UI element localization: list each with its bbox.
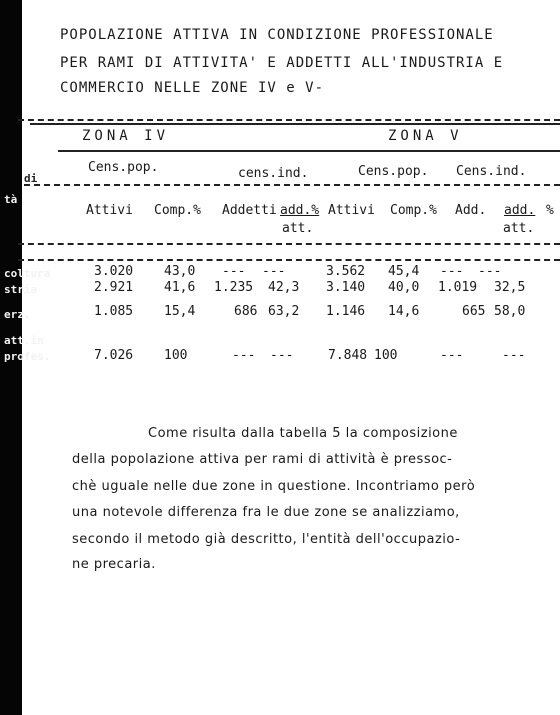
cell: 3.140	[326, 280, 366, 295]
cell: 100	[164, 348, 188, 363]
v-cens-pop-label: Cens.pop.	[358, 164, 429, 179]
cell: 2.921	[94, 280, 134, 295]
cell: 1.019	[438, 280, 478, 295]
paragraph-line-3: chè uguale nelle due zone in questione. Incontriamo però	[72, 479, 476, 494]
cell: 3.020	[94, 264, 134, 279]
cell: 32,5	[494, 280, 526, 295]
col-iv-att: att.	[282, 221, 314, 236]
cell: 1.146	[326, 304, 366, 319]
cell: ---	[440, 348, 464, 363]
zone-v-header: ZONA V	[388, 128, 463, 144]
cell: ---	[478, 264, 502, 279]
group-rule	[24, 184, 560, 186]
iv-cens-pop-label: Cens.pop.	[88, 160, 159, 175]
cell: 43,0	[164, 264, 196, 279]
col-v-att: att.	[503, 221, 535, 236]
cell: 1.085	[94, 304, 134, 319]
cell: 686	[234, 304, 258, 319]
paragraph-line-4: una notevole differenza fra le due zone se analizziamo,	[72, 505, 460, 520]
col-v-comp: Comp.%	[390, 203, 437, 218]
paragraph-line-2: della popolazione attiva per rami di attività è pressoc-	[72, 452, 453, 467]
col-v-add: add.	[504, 203, 536, 218]
cell: ---	[262, 264, 286, 279]
cell: ---	[232, 348, 256, 363]
col-iv-addetti: Addetti	[222, 203, 277, 218]
title-line-1: POPOLAZIONE ATTIVA IN CONDIZIONE PROFESSIONALE	[60, 27, 494, 43]
col-v-attivi: Attivi	[328, 203, 375, 218]
cell: 41,6	[164, 280, 196, 295]
header-bottom-rule-2	[18, 259, 560, 261]
row-label-2: profes.	[4, 350, 51, 363]
col-v-addetti: Add.	[455, 203, 487, 218]
row-label: erz.	[4, 308, 31, 321]
iv-cens-ind-label: cens.ind.	[238, 166, 309, 181]
col-iv-add: add.%	[280, 203, 320, 218]
cell: 63,2	[268, 304, 300, 319]
paragraph-line-5: secondo il metodo già descritto, l'entità dell'occupazio-	[72, 532, 461, 547]
table-top-rule-solid	[30, 123, 560, 125]
title-line-2: PER RAMI DI ATTIVITA' E ADDETTI ALL'INDUSTRIA E	[60, 55, 504, 71]
cell: 15,4	[164, 304, 196, 319]
cell: 45,4	[388, 264, 420, 279]
cell: ---	[222, 264, 246, 279]
col-iv-attivi: Attivi	[86, 203, 133, 218]
cell: 3.562	[326, 264, 366, 279]
cell: 58,0	[494, 304, 526, 319]
cell: ---	[270, 348, 294, 363]
row-label: coltura	[4, 267, 51, 280]
header-bottom-rule	[18, 243, 560, 245]
title-line-3: COMMERCIO NELLE ZONE IV e V-	[60, 80, 325, 96]
cell: 7.026	[94, 348, 134, 363]
cell: 40,0	[388, 280, 420, 295]
cell: ---	[502, 348, 526, 363]
cell: 1.235	[214, 280, 254, 295]
col-v-pct: %	[546, 203, 554, 218]
table-top-rule	[18, 119, 560, 121]
cell: 665	[462, 304, 486, 319]
cell: 7.848	[328, 348, 368, 363]
left-cut-di: di	[24, 172, 38, 185]
zone-rule	[58, 150, 560, 152]
cell: ---	[440, 264, 464, 279]
row-label: att.in	[4, 334, 44, 347]
paragraph-line-6: ne precaria.	[72, 557, 156, 572]
row-label: stria	[4, 283, 38, 296]
v-cens-ind-label: Cens.ind.	[456, 164, 527, 179]
cell: 14,6	[388, 304, 420, 319]
paragraph-line-1: Come risulta dalla tabella 5 la composizione	[148, 426, 458, 441]
left-cut-ta: tà	[4, 193, 18, 206]
zone-iv-header: ZONA IV	[82, 128, 170, 144]
cell: 100	[374, 348, 398, 363]
cell: 42,3	[268, 280, 300, 295]
col-iv-comp: Comp.%	[154, 203, 201, 218]
